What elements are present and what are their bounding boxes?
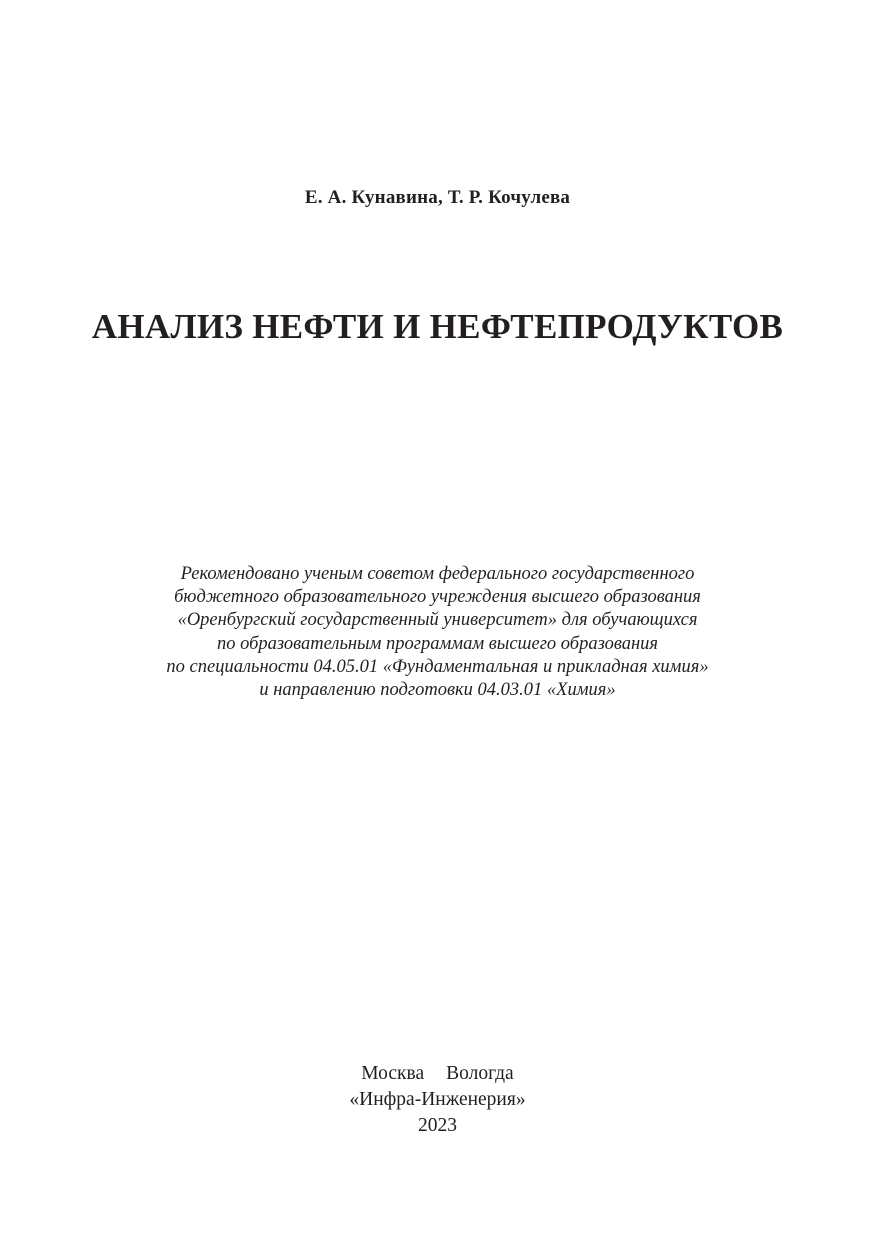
authors: Е. А. Кунавина, Т. Р. Кочулева (304, 187, 571, 208)
recommendation-line: по специальности 04.05.01 «Фундаментальная и прикладная химия» (166, 656, 709, 677)
recommendation-line: бюджетного образовательного учреждения высшего образования (174, 587, 701, 608)
recommendation-line: по образовательным программам высшего образования (216, 633, 659, 654)
recommendation-line: «Оренбургский государственный университет» для обучающихся (177, 610, 698, 631)
publisher: «Инфра-Инженерия» (349, 1089, 526, 1110)
city-vologda: Вологда (446, 1063, 514, 1084)
recommendation-line: Рекомендовано ученым советом федерального государственного (180, 564, 695, 584)
book-title: АНАЛИЗ НЕФТИ И НЕФТЕПРОДУКТОВ (91, 307, 784, 346)
city-moscow: Москва (361, 1063, 425, 1084)
recommendation-note (0, 563, 875, 702)
recommendation-line: и направлению подготовки 04.03.01 «Химия» (259, 680, 616, 701)
imprint (0, 1061, 875, 1139)
publication-year: 2023 (418, 1115, 457, 1136)
publication-cities (0, 1061, 875, 1087)
